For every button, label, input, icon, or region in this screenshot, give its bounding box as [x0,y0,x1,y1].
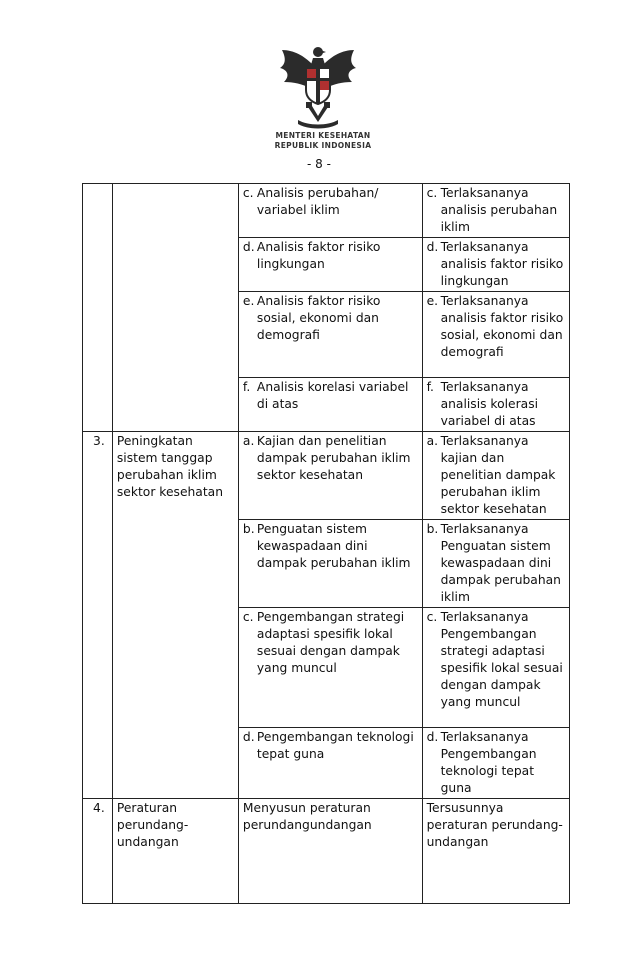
activity-cell [238,728,422,799]
program-cell: Peraturan perundang-undangan [112,799,238,904]
output-letter: d. [426,240,439,254]
program-cell [112,184,238,432]
output-cell: Tersusunnya peraturan perundang-undangan [422,799,569,904]
activity-letter: b. [242,522,255,536]
garuda-emblem [276,44,360,130]
output-text: Terlaksananya analisis faktor risiko sosial, ekonomi dan demografi [440,294,564,359]
activity-text: Penguatan sistem kewaspadaan dini dampak perubahan iklim [256,522,411,570]
activity-text: Analisis korelasi variabel di atas [256,380,409,411]
table-row [83,184,570,238]
output-cell [422,432,569,520]
activity-letter: e. [242,294,255,308]
program-table [82,183,570,904]
activity-text: Analisis faktor risiko lingkungan [256,240,381,271]
activity-letter: d. [242,730,255,744]
activity-letter: c. [242,610,254,624]
activity-letter: a. [242,434,255,448]
output-text: Terlaksananya Pengembangan teknologi tepat guna [440,730,537,795]
activity-letter: f. [242,380,251,394]
activity-cell [238,238,422,292]
output-text: Terlaksananya analisis kolerasi variabel di atas [440,380,539,428]
output-letter: c. [426,610,438,624]
activity-text: Pengembangan strategi adaptasi spesifik lokal sesuai dengan dampak yang muncul [256,610,405,675]
activity-cell [238,608,422,728]
output-text: Terlaksananya Pengembangan strategi adaptasi spesifik lokal sesuai dengan dampak yang muncul [440,610,563,709]
output-letter: d. [426,730,439,744]
output-letter: a. [426,434,439,448]
activity-text: Kajian dan penelitian dampak perubahan iklim sektor kesehatan [256,434,411,482]
table-row [83,799,570,904]
activity-cell [238,520,422,608]
output-cell [422,608,569,728]
output-cell [422,728,569,799]
activity-letter: d. [242,240,255,254]
activity-text: Analisis perubahan/ variabel iklim [256,186,379,217]
ministry-title: MENTERI KESEHATAN [275,131,371,140]
row-number-cell [83,184,113,432]
output-letter: c. [426,186,438,200]
output-cell [422,238,569,292]
output-letter: b. [426,522,439,536]
output-letter: e. [426,294,439,308]
activity-text: Analisis faktor risiko sosial, ekonomi dan demografi [256,294,381,342]
activity-cell [238,432,422,520]
output-cell [422,378,569,432]
activity-cell [238,378,422,432]
output-letter: f. [426,380,434,394]
output-text: Terlaksananya kajian dan penelitian dampak perubahan iklim sektor kesehatan [440,434,556,516]
activity-letter: c. [242,186,254,200]
republic-title: REPUBLIK INDONESIA [274,141,372,150]
table-row [83,432,570,520]
output-cell [422,520,569,608]
activity-text: Pengembangan teknologi tepat guna [256,730,414,761]
output-text: Terlaksananya analisis faktor risiko lingkungan [440,240,564,288]
program-cell: Peningkatan sistem tanggap perubahan iklim sektor kesehatan [112,432,238,799]
activity-cell [238,184,422,238]
row-number-cell: 3. [83,432,113,799]
output-text: Terlaksananya analisis perubahan iklim [440,186,558,234]
activity-cell: Menyusun peraturan perundangundangan [238,799,422,904]
page-number: - 8 - [307,157,331,171]
output-text: Terlaksananya Penguatan sistem kewaspadaan dini dampak perubahan iklim [440,522,561,604]
output-cell [422,184,569,238]
activity-cell [238,292,422,378]
row-number-cell: 4. [83,799,113,904]
output-cell [422,292,569,378]
